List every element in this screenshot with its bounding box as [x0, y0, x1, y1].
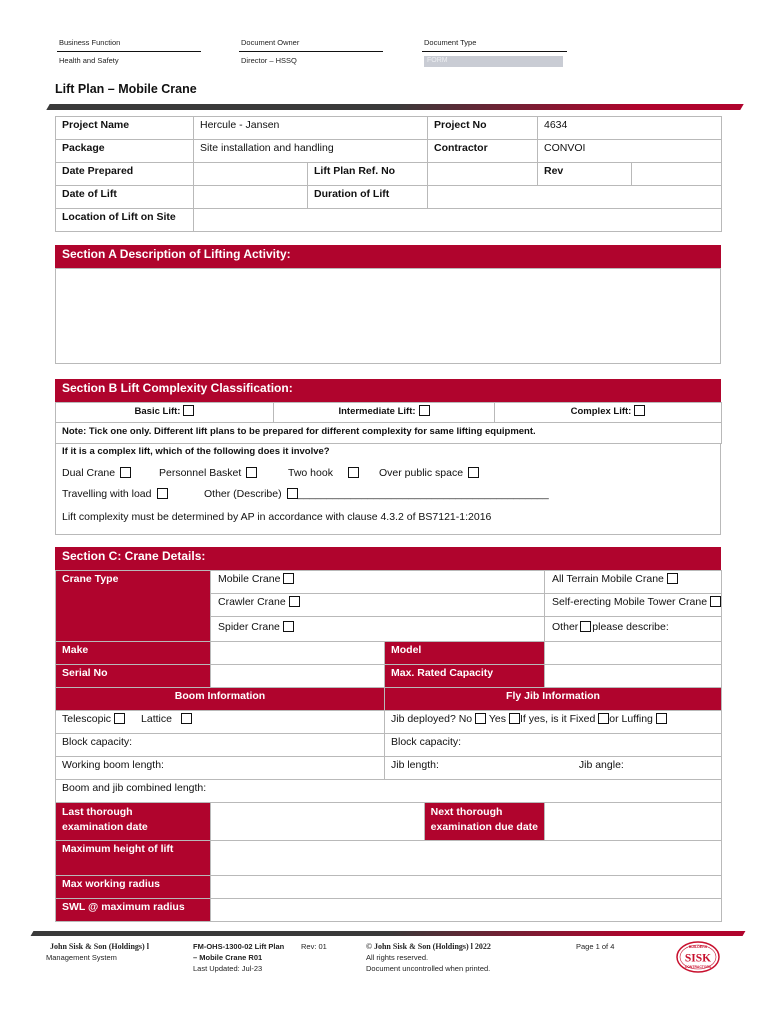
footer-page-number: Page 1 of 4 [576, 942, 615, 951]
document-type-label: Document Type [424, 38, 477, 47]
make-field[interactable] [211, 642, 385, 665]
header-stripe [46, 104, 743, 110]
other-describe-label: Other (Describe) [204, 488, 282, 500]
next-thorough-label [425, 803, 544, 840]
working-boom-length-label: Working boom length: [62, 759, 164, 771]
project-table [55, 116, 722, 232]
self-erecting-option [545, 594, 722, 617]
serial-no-label: Serial No [56, 665, 211, 688]
duration-label: Duration of Lift [308, 186, 428, 209]
document-type-value: FORM [424, 56, 563, 67]
section-b-heading: Section B Lift Complexity Classification: [55, 379, 721, 402]
footer-doc-title: – Mobile Crane R01 [193, 953, 263, 962]
intermediate-lift-option [274, 403, 495, 423]
all-terrain-label: All Terrain Mobile Crane [552, 573, 664, 585]
intermediate-lift-checkbox[interactable] [419, 405, 430, 416]
personnel-basket-label: Personnel Basket [159, 467, 242, 479]
mobile-crane-label: Mobile Crane [218, 573, 281, 585]
travelling-with-load-label: Travelling with load [62, 488, 152, 500]
other-describe-checkbox[interactable] [287, 488, 298, 499]
project-no-label: Project No [428, 117, 538, 140]
other-crane-option [545, 617, 722, 642]
basic-lift-label: Basic Lift: [134, 406, 181, 417]
model-field[interactable] [545, 642, 722, 665]
document-owner-value: Director – HSSQ [241, 56, 297, 65]
footer-company: John Sisk & Son (Holdings) l [50, 942, 149, 951]
next-thorough-field[interactable] [545, 803, 722, 841]
footer-last-updated: Last Updated: Jul-23 [193, 964, 263, 973]
duration-field[interactable] [428, 186, 722, 209]
last-thorough-line2: examination date [62, 821, 148, 833]
spider-crane-option [211, 617, 545, 642]
fly-jib-information-header: Fly Jib Information [385, 688, 722, 711]
over-public-space-label: Over public space [379, 467, 464, 479]
complex-lift-question: If it is a complex lift, which of the following does it involve? [62, 446, 330, 457]
two-hook-checkbox[interactable] [348, 467, 359, 478]
make-label: Make [56, 642, 211, 665]
date-prepared-label: Date Prepared [56, 163, 194, 186]
complexity-note: Note: Tick one only. Different lift plans to be prepared for different complexity for same lifting equipment. [56, 423, 722, 444]
location-field[interactable] [194, 209, 722, 232]
complexity-determination-note: Lift complexity must be determined by AP in accordance with clause 4.3.2 of BS7121-1:2016 [62, 511, 492, 523]
crane-type-label: Crane Type [56, 571, 211, 642]
logo-bottom-text: CONTRACTORS [684, 965, 712, 969]
package-label: Package [56, 140, 194, 163]
max-rated-capacity-field[interactable] [545, 665, 722, 688]
over-public-space-checkbox[interactable] [468, 467, 479, 478]
date-prepared-field[interactable] [194, 163, 308, 186]
jib-length-angle-field[interactable] [385, 757, 722, 780]
intermediate-lift-label: Intermediate Lift: [338, 406, 416, 417]
other-describe-line[interactable]: ___________________________________________ [297, 488, 549, 500]
personnel-basket-option [159, 467, 257, 479]
business-function-label: Business Function [59, 38, 121, 47]
basic-lift-option [56, 403, 274, 423]
complex-lift-panel [55, 443, 721, 535]
jib-length-label: Jib length: [391, 759, 439, 771]
package-value[interactable]: Site installation and handling [194, 140, 428, 163]
logo-top-text: BUILDERS [688, 945, 708, 949]
boom-type-options [56, 711, 385, 734]
spider-crane-label: Spider Crane [218, 621, 280, 633]
last-thorough-line1: Last thorough [62, 806, 133, 818]
project-name-value[interactable]: Hercule - Jansen [194, 117, 428, 140]
jib-deployed-label: Jib deployed? No [391, 713, 473, 725]
max-radius-field[interactable] [211, 876, 722, 899]
lifting-activity-description-field[interactable] [55, 268, 721, 364]
page-title: Lift Plan – Mobile Crane [55, 82, 197, 96]
over-public-space-option [379, 467, 479, 479]
lattice-checkbox[interactable] [181, 713, 192, 724]
crawler-crane-option [211, 594, 545, 617]
jib-angle-label: Jib angle: [578, 759, 624, 771]
jib-block-capacity-field[interactable] [385, 734, 722, 757]
jib-block-capacity-label: Block capacity: [391, 736, 462, 748]
rev-label: Rev [538, 163, 632, 186]
footer-doc-code: FM-OHS-1300-02 Lift Plan [193, 942, 285, 951]
swl-label: SWL @ maximum radius [56, 899, 211, 922]
max-rated-capacity-label: Max. Rated Capacity [385, 665, 545, 688]
jib-fixed-checkbox[interactable] [598, 713, 609, 724]
jib-if-yes-label: If yes, is it Fixed [520, 713, 596, 725]
contractor-label: Contractor [428, 140, 538, 163]
next-thorough-line2: examination due date [430, 821, 539, 833]
business-function-value: Health and Safety [59, 56, 119, 65]
header-divider [422, 51, 567, 52]
swl-field[interactable] [211, 899, 722, 922]
lift-plan-ref-field[interactable] [428, 163, 538, 186]
footer-copyright: © John Sisk & Son (Holdings) l 2022 [366, 942, 491, 951]
other-crane-checkbox[interactable] [580, 621, 591, 632]
all-terrain-checkbox[interactable] [667, 573, 678, 584]
section-c-heading: Section C: Crane Details: [55, 547, 721, 570]
working-boom-length-field[interactable] [56, 757, 385, 780]
crawler-crane-checkbox[interactable] [289, 596, 300, 607]
rev-field[interactable] [632, 163, 722, 186]
section-a-heading: Section A Description of Lifting Activity: [55, 245, 721, 268]
basic-lift-checkbox[interactable] [183, 405, 194, 416]
logo-main-text: SISK [684, 952, 712, 965]
complex-lift-option [495, 403, 722, 423]
date-of-lift-field[interactable] [194, 186, 308, 209]
complexity-table [55, 402, 722, 444]
self-erecting-label: Self-erecting Mobile Tower Crane [552, 596, 708, 608]
telescopic-label: Telescopic [62, 713, 112, 725]
self-erecting-checkbox[interactable] [710, 596, 721, 607]
jib-luffing-checkbox[interactable] [656, 713, 667, 724]
complex-lift-checkbox[interactable] [634, 405, 645, 416]
footer-management-system: Management System [46, 953, 117, 962]
footer-rev: Rev: 01 [301, 942, 327, 951]
personnel-basket-checkbox[interactable] [246, 467, 257, 478]
max-radius-label: Max working radius [56, 876, 211, 899]
jib-no-checkbox[interactable] [475, 713, 486, 724]
sisk-logo [676, 940, 720, 974]
two-hook-option [288, 467, 359, 479]
please-describe-label: please describe: [592, 621, 669, 633]
max-height-field[interactable] [211, 841, 722, 876]
last-thorough-label [56, 803, 211, 841]
serial-no-field[interactable] [211, 665, 385, 688]
all-terrain-option [545, 571, 722, 594]
location-label: Location of Lift on Site [56, 209, 194, 232]
boom-block-capacity-label: Block capacity: [62, 736, 133, 748]
complex-lift-label: Complex Lift: [570, 406, 632, 417]
last-thorough-field[interactable] [211, 803, 545, 841]
crawler-crane-label: Crawler Crane [218, 596, 286, 608]
lift-plan-ref-label: Lift Plan Ref. No [308, 163, 428, 186]
model-label: Model [385, 642, 545, 665]
max-height-label: Maximum height of lift [56, 841, 211, 876]
jib-luffing-label: or Luffing [609, 713, 653, 725]
date-of-lift-label: Date of Lift [56, 186, 194, 209]
header-divider [239, 51, 383, 52]
lattice-label: Lattice [141, 713, 172, 725]
boom-jib-combined-field[interactable] [56, 780, 722, 803]
footer-rights: All rights reserved. [366, 953, 429, 962]
spider-crane-checkbox[interactable] [283, 621, 294, 632]
boom-information-header: Boom Information [56, 688, 385, 711]
project-no-value[interactable]: 4634 [538, 117, 722, 140]
travelling-with-load-checkbox[interactable] [157, 488, 168, 499]
mobile-crane-checkbox[interactable] [283, 573, 294, 584]
next-thorough-line1: Next thorough [430, 806, 503, 818]
footer-stripe [31, 931, 746, 936]
jib-deployed-options [385, 711, 722, 734]
project-name-label: Project Name [56, 117, 194, 140]
travelling-with-load-option [62, 488, 168, 500]
mobile-crane-option [211, 571, 545, 594]
other-describe-option [204, 488, 549, 500]
boom-block-capacity-field[interactable] [56, 734, 385, 757]
crane-details-table [55, 570, 722, 922]
two-hook-label: Two hook [288, 467, 333, 479]
jib-yes-label: Yes [488, 713, 507, 725]
contractor-value[interactable]: CONVOI [538, 140, 722, 163]
other-crane-label: Other [552, 621, 579, 633]
jib-yes-checkbox[interactable] [509, 713, 520, 724]
dual-crane-checkbox[interactable] [120, 467, 131, 478]
header-divider [57, 51, 201, 52]
footer-uncontrolled: Document uncontrolled when printed. [366, 964, 491, 973]
dual-crane-option [62, 467, 131, 479]
boom-jib-combined-label: Boom and jib combined length: [62, 782, 207, 794]
dual-crane-label: Dual Crane [62, 467, 116, 479]
telescopic-checkbox[interactable] [114, 713, 125, 724]
document-owner-label: Document Owner [241, 38, 300, 47]
